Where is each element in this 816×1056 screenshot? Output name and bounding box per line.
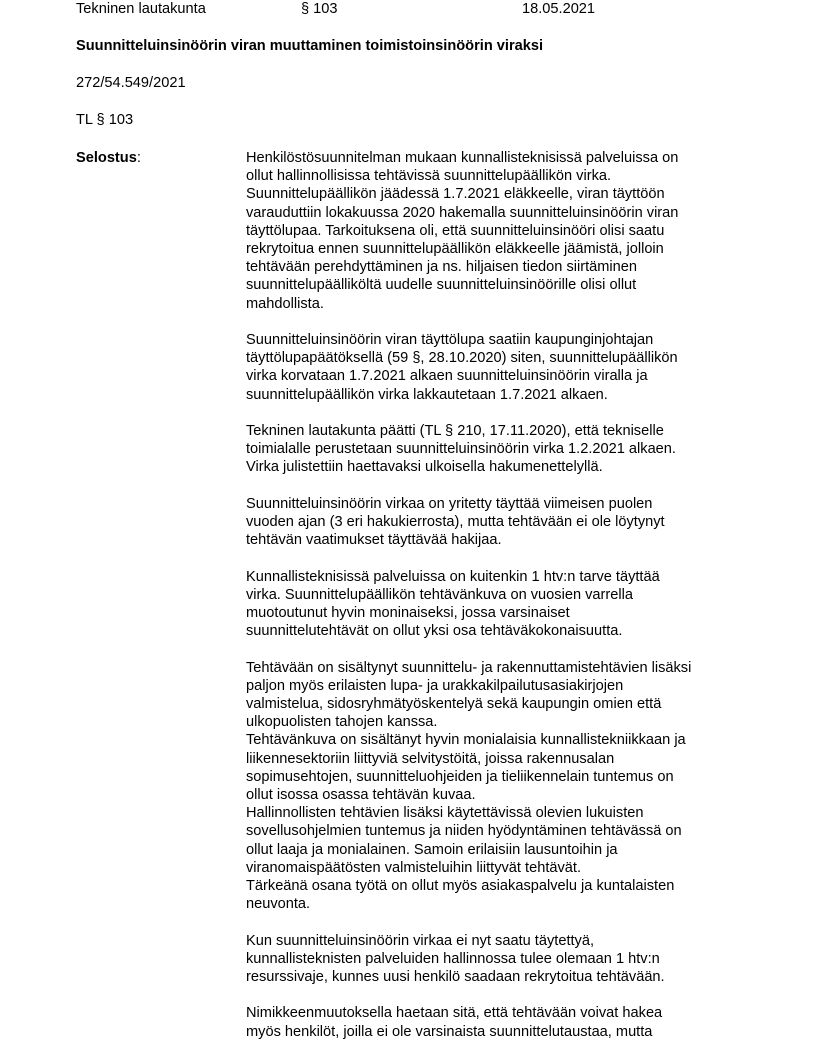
section-label [76, 149, 141, 167]
body-line: Hallinnollisten tehtävien lisäksi käytettävissä olevien lukuisten [246, 805, 644, 822]
body-line: viranomaispäätösten valmisteluihin liittyvät tehtävät. [246, 859, 582, 876]
body-line: liikennesektoriin liittyviä selvitystöitä, joissa rakennusalan [246, 750, 615, 767]
body-line: täyttölupapäätöksellä (59 §, 28.10.2020) siten, suunnittelupäällikön [246, 350, 678, 367]
document-title: Suunnitteluinsinöörin viran muuttaminen toimistoinsinöörin viraksi [76, 38, 544, 54]
body-line: Suunnittelupäällikön jäädessä 1.7.2021 eläkkeelle, viran täyttöön [246, 186, 665, 203]
body-line: vuoden ajan (3 eri hakukierrosta), mutta tehtävään ei ole löytynyt [246, 514, 665, 531]
body-line: ollut isossa osassa tehtävän kuvaa. [246, 787, 476, 804]
body-line: Nimikkeenmuutoksella haetaan sitä, että tehtävään voivat hakea [246, 1005, 663, 1022]
body-line: varauduttiin lokakuussa 2020 hakemalla suunnitteluinsinöörin viran [246, 204, 679, 221]
body-line: suunnittelutehtävät on ollut yksi osa tehtäväkokonaisuutta. [246, 623, 623, 640]
body-line: suunnittelupäällikön virka lakkautetaan 1.7.2021 alkaen. [246, 386, 608, 403]
body-line: rekrytoitua ennen suunnittelupäällikön eläkkeelle jäämistä, jolloin [246, 241, 664, 258]
body-line: sovellusohjelmien tuntemus ja niiden hyödyntäminen tehtävässä on [246, 823, 682, 840]
statement-body [246, 149, 746, 1041]
body-line: myös henkilöt, joilla ei ole varsinaista suunnittelutaustaa, mutta [246, 1023, 653, 1040]
body-line: Suunnitteluinsinöörin virkaa on yritetty täyttää viimeisen puolen [246, 495, 653, 512]
reference-number: TL § 103 [76, 112, 134, 128]
body-paragraph [246, 568, 746, 641]
body-line: ollut laaja ja monialainen. Samoin erilaisiin lausuntoihin ja [246, 841, 618, 858]
body-paragraph [246, 495, 746, 550]
body-line: Kun suunnitteluinsinöörin virkaa ei nyt saatu täytettyä, [246, 932, 595, 949]
body-paragraph [246, 932, 746, 987]
body-line: suunnittelupäälliköltä uudelle suunnitteluinsinöörille olisi ollut [246, 277, 637, 294]
body-line: tehtävään perehdyttäminen ja ns. hiljaisen tiedon siirtäminen [246, 259, 638, 276]
section-label-text: Selostus [76, 150, 137, 166]
body-line: paljon myös erilaisten lupa- ja urakkakilpailutusasiakirjojen [246, 677, 624, 694]
body-line: Kunnallisteknisissä palveluissa on kuitenkin 1 htv:n tarve täyttää [246, 568, 660, 585]
body-paragraph [246, 331, 746, 404]
body-line: muotoutunut hyvin moninaiseksi, jossa varsinaiset [246, 605, 570, 622]
body-line: ollut hallinnollisissa tehtävissä suunnittelupäällikön virka. [246, 168, 612, 185]
body-line: Tehtävänkuva on sisältänyt hyvin monialaisia kunnallistekniikkaan ja [246, 732, 686, 749]
body-line: Virka julistettiin haettavaksi ulkoisella hakumenettelyllä. [246, 459, 603, 476]
body-line: täyttölupaa. Tarkoituksena oli, että suunnitteluinsinööri olisi saatu [246, 222, 665, 239]
board-name: Tekninen lautakunta [76, 1, 206, 17]
body-line: Henkilöstösuunnitelman mukaan kunnallisteknisissä palveluissa on [246, 150, 679, 166]
body-paragraph [246, 659, 746, 914]
section-label-colon: : [136, 150, 141, 166]
document-header [76, 0, 816, 20]
body-line: mahdollista. [246, 295, 324, 312]
body-line: virka korvataan 1.7.2021 alkaen suunnitteluinsinöörin viralla ja [246, 368, 648, 385]
body-line: ulkopuolisten tahojen kanssa. [246, 714, 438, 731]
body-line: resurssivaje, kunnes uusi henkilö saadaan rekrytoitua tehtävään. [246, 969, 665, 986]
body-line: Tehtävään on sisältynyt suunnittelu- ja rakennuttamistehtävien lisäksi [246, 659, 692, 676]
section-number: § 103 [301, 1, 338, 17]
body-line: virka. Suunnittelupäällikön tehtävänkuva on vuosien varrella [246, 586, 633, 603]
body-line: Suunnitteluinsinöörin viran täyttölupa saatiin kaupunginjohtajan [246, 332, 654, 349]
body-line: sopimusehtojen, suunnitteluohjeiden ja tieliikennelain tuntemus on [246, 768, 674, 785]
diary-number: 272/54.549/2021 [76, 75, 186, 91]
body-line: tehtävän vaatimukset täyttävää hakijaa. [246, 532, 502, 549]
body-line: neuvonta. [246, 896, 311, 913]
body-paragraph [246, 149, 746, 313]
meeting-date: 18.05.2021 [522, 1, 596, 17]
body-line: toimialalle perustetaan suunnitteluinsinöörin virka 1.2.2021 alkaen. [246, 441, 676, 458]
body-line: valmistelua, sidosryhmätyöskentelyä sekä kaupungin omien että [246, 696, 662, 713]
body-paragraph [246, 1004, 746, 1040]
body-paragraph [246, 422, 746, 477]
body-line: kunnallisteknisten palveluiden hallinnossa tulee olemaan 1 htv:n [246, 950, 660, 967]
body-line: Tekninen lautakunta päätti (TL § 210, 17.11.2020), että tekniselle [246, 423, 664, 440]
body-line: Tärkeänä osana työtä on ollut myös asiakaspalvelu ja kuntalaisten [246, 878, 675, 895]
